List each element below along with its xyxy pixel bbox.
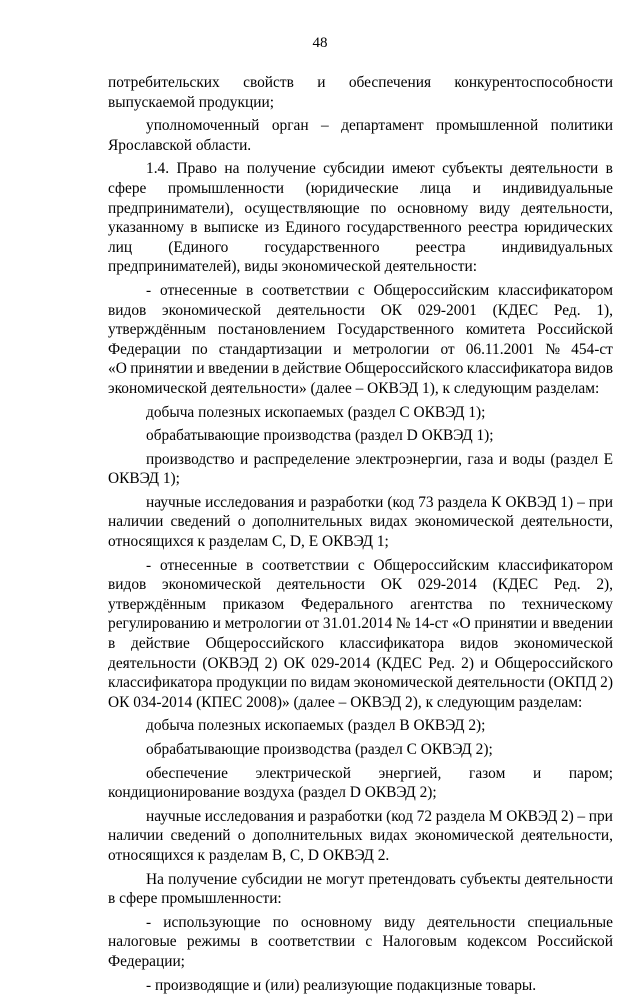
paragraph (108, 807, 613, 866)
text-line: относящихся к разделам В, С, D ОКВЭД 2. (108, 846, 390, 864)
text-line: предпринимателей), виды экономической деятельности: (108, 258, 477, 276)
text-line: видов экономической деятельности ОК 029-2014 (КДЕС Ред. 2), (108, 576, 613, 594)
text-line: выпускаемой продукции; (108, 93, 274, 111)
text-line: ОКВЭД 1); (108, 470, 180, 488)
text-line: обрабатывающие производства (раздел D ОКВЭД 1); (146, 427, 494, 445)
text-line: относящихся к разделам С, D, E ОКВЭД 1; (108, 533, 389, 551)
text-line: видов экономической деятельности ОК 029-2001 (КДЕС Ред. 1), (108, 301, 613, 319)
text-line: обрабатывающие производства (раздел С ОКВЭД 2); (146, 741, 493, 758)
text-line: налоговые режимы в соответствии с Налоговым кодексом Российской (108, 933, 613, 951)
paragraph (108, 403, 613, 423)
text-line: Федерации; (108, 952, 185, 970)
text-line: 1.4. Право на получение субсидии имеют субъекты деятельности в (146, 160, 613, 178)
paragraph (108, 426, 613, 446)
text-line: предприниматели), осуществляющие по основному виду деятельности, (108, 199, 613, 217)
paragraph (108, 716, 613, 736)
text-line: Ярославской области. (108, 136, 252, 154)
text-line: - отнесенные в соответствии с Общероссийским классификатором (146, 281, 613, 299)
text-line: наличии сведений о дополнительных видах экономической деятельности, (108, 513, 613, 531)
text-line: На получение субсидии не могут претендовать субъекты деятельности (146, 870, 613, 888)
text-line: утверждённым приказом Федерального агентства по техническому (108, 595, 613, 613)
text-line: «О принятии и введении в действие Общероссийского классификатора видов (108, 360, 613, 378)
paragraph (108, 281, 613, 399)
paragraph (108, 116, 613, 155)
text-line: в сфере промышленности: (108, 890, 282, 908)
text-line: лиц (Единого государственного реестра индивидуальных (108, 238, 613, 256)
text-line: сфере промышленности (юридические лица и индивидуальные (108, 179, 613, 197)
text-line: добыча полезных ископаемых (раздел С ОКВЭД 1); (146, 403, 486, 421)
text-line: экономической деятельности» (далее – ОКВЭД 1), к следующим разделам: (108, 379, 600, 397)
text-line: добыча полезных ископаемых (раздел В ОКВЭД 2); (146, 717, 486, 735)
text-line: - отнесенные в соответствии с Общероссийским классификатором (146, 556, 613, 574)
text-line: научные исследования и разработки (код 73 раздела К ОКВЭД 1) – при (146, 493, 613, 511)
paragraph (108, 740, 613, 760)
document-body (108, 73, 613, 995)
text-line: классификатора продукции по видам экономической деятельности (ОКПД 2) (108, 674, 613, 692)
text-line: - использующие по основному виду деятельности специальные (146, 913, 613, 931)
paragraph (108, 556, 613, 713)
text-line: ОК 034-2014 (КПЕС 2008)» (далее – ОКВЭД 2), к следующим разделам: (108, 693, 583, 711)
paragraph (108, 764, 613, 803)
paragraph (108, 493, 613, 552)
paragraph (108, 159, 613, 277)
text-line: потребительских свойств и обеспечения конкурентоспособности (108, 74, 613, 91)
text-line: в действие Общероссийского классификатора видов экономической (108, 635, 613, 653)
text-line: утверждённым постановлением Государственного комитета Российской (108, 321, 613, 339)
text-line: деятельности (ОКВЭД 2) ОК 029-2014 (КДЕС Ред. 2) и Общероссийского (108, 654, 613, 672)
paragraph (108, 976, 613, 995)
text-line: уполномоченный орган – департамент промышленной политики (146, 117, 613, 135)
text-line: научные исследования и разработки (код 72 раздела М ОКВЭД 2) – при (146, 807, 613, 825)
text-line: регулированию и метрологии от 31.01.2014 № 14-ст «О принятии и введении (108, 615, 613, 633)
text-line: Федерации по стандартизации и метрологии от 06.11.2001 № 454-ст (108, 340, 613, 358)
text-line: обеспечение электрической энергией, газом и паром; (146, 764, 613, 782)
text-line: наличии сведений о дополнительных видах экономической деятельности, (108, 827, 613, 845)
text-line: - производящие и (или) реализующие подакцизные товары. (146, 976, 537, 994)
page-number: 48 (312, 35, 328, 51)
paragraph (108, 73, 613, 112)
text-line: кондиционирование воздуха (раздел D ОКВЭД 2); (108, 784, 437, 802)
paragraph (108, 870, 613, 909)
paragraph (108, 450, 613, 489)
paragraph (108, 913, 613, 972)
text-line: производство и распределение электроэнергии, газа и воды (раздел Е (146, 450, 613, 468)
text-line: указанному в выписке из Единого государственного реестра юридических (108, 219, 613, 237)
